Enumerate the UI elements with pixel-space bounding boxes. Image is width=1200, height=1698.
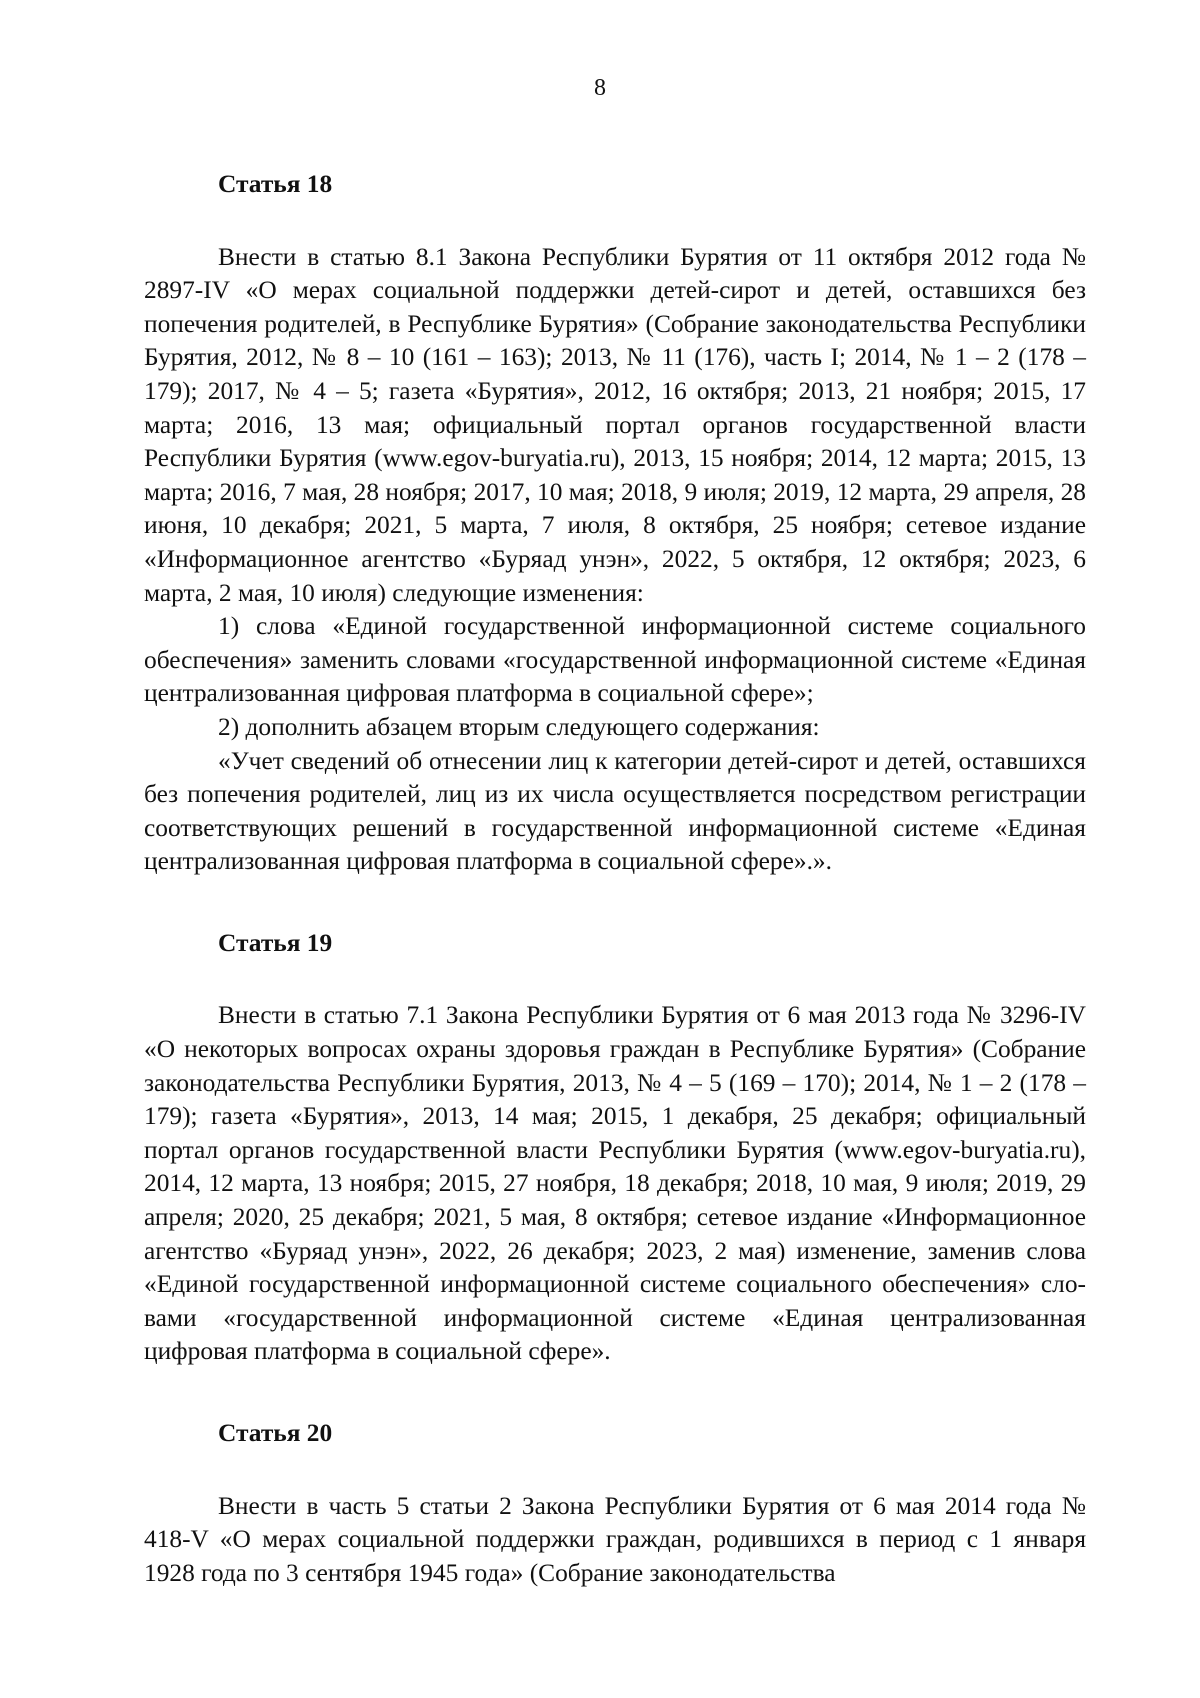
article-paragraph: Внести в статью 8.1 Закона Республики Бурятия от 11 октября 2012 года № 2897-IV «О мерах социальной поддержки детей-сирот и детей, оставшихся без попечения родителей, в Республике Бурятия» (Собрание законодательства Республики Бурятия, 2012, № 8 – 10 (161 – 163); 2013, № 11 (176), часть I; 2014, № 1 – 2 (178 – 179); 2017, № 4 – 5; газета «Бурятия», 2012, 16 октября; 2013, 21 ноября; 2015, 17 марта; 2016, 13 мая; официальный портал органов государственной власти Республики Бурятия (www.egov-buryatia.ru), 2013, 15 ноября; 2014, 12 марта; 2015, 13 марта; 2016, 7 мая, 28 ноября; 2017, 10 мая; 2018, 9 июля; 2019, 12 марта, 29 апреля, 28 июня, 10 декабря; 2021, 5 марта, 7 июля, 8 октября, 25 ноября; сетевое издание «Информационное агентство «Буряад унэн», 2022, 5 октября, 12 октября; 2023, 6 марта, 2 мая, 10 июля) следующие изменения: xyxy=(144,242,1086,607)
article-paragraph: «Учет сведений об отнесении лиц к категории детей-сирот и детей, оставшихся без попечения родителей, лиц из их числа осуществляется посредством регистрации соответствующих решений в государственной информационной системе «Единая централизованная цифровая платформа в социальной сфере».». xyxy=(144,746,1086,876)
article-paragraph: Внести в часть 5 статьи 2 Закона Республики Бурятия от 6 мая 2014 года № 418-V «О мерах социальной поддержки граждан, родившихся в период с 1 января 1928 года по 3 сентября 1945 года» (Собрание законодательства xyxy=(144,1491,1086,1587)
section-spacer xyxy=(144,1369,1086,1417)
article-paragraph: Внести в статью 7.1 Закона Республики Бурятия от 6 мая 2013 года № 3296-IV «О некоторых вопросах охраны здоровья граждан в Республике Бурятия» (Собрание законодательства Республики Бурятия, 2013, № 4 – 5 (169 – 170); 2014, № 1 – 2 (178 – 179); газета «Бурятия», 2013, 14 мая; 2015, 1 декабря, 25 декабря; официальный портал органов государственной власти Республики Бурятия (www.egov-buryatia.ru), 2014, 12 марта, 13 ноября; 2015, 27 ноября, 18 декабря; 2018, 10 мая, 9 июля; 2019, 29 апреля; 2020, 25 декабря; 2021, 5 мая, 8 октября; сетевое издание «Информационное агентство «Буряад унэн», 2022, 26 декабря; 2023, 2 мая) изменение, заменив слова «Единой государственной информационной системе социального обеспечения» словами «государственной информационной системе «Единая централизованная цифровая платформа в социальной сфере». xyxy=(144,1001,1086,1366)
page-number: 8 xyxy=(594,75,606,101)
article-20 xyxy=(144,1417,1086,1590)
article-heading: Статья 18 xyxy=(218,170,333,198)
article-heading: Статья 20 xyxy=(218,1419,333,1447)
document-body xyxy=(144,168,1086,1590)
article-heading: Статья 19 xyxy=(218,928,333,957)
article-18 xyxy=(144,168,1086,879)
article-paragraph: 2) дополнить абзацем вторым следующего содержания: xyxy=(218,712,820,741)
article-paragraph: 1) слова «Единой государственной информационной системе социального обеспечения» заменить словами «государственной информационной системе «Единая централизованная цифровая платформа в социальной сфере»; xyxy=(144,612,1086,708)
article-19 xyxy=(144,927,1086,1369)
section-spacer xyxy=(144,879,1086,927)
